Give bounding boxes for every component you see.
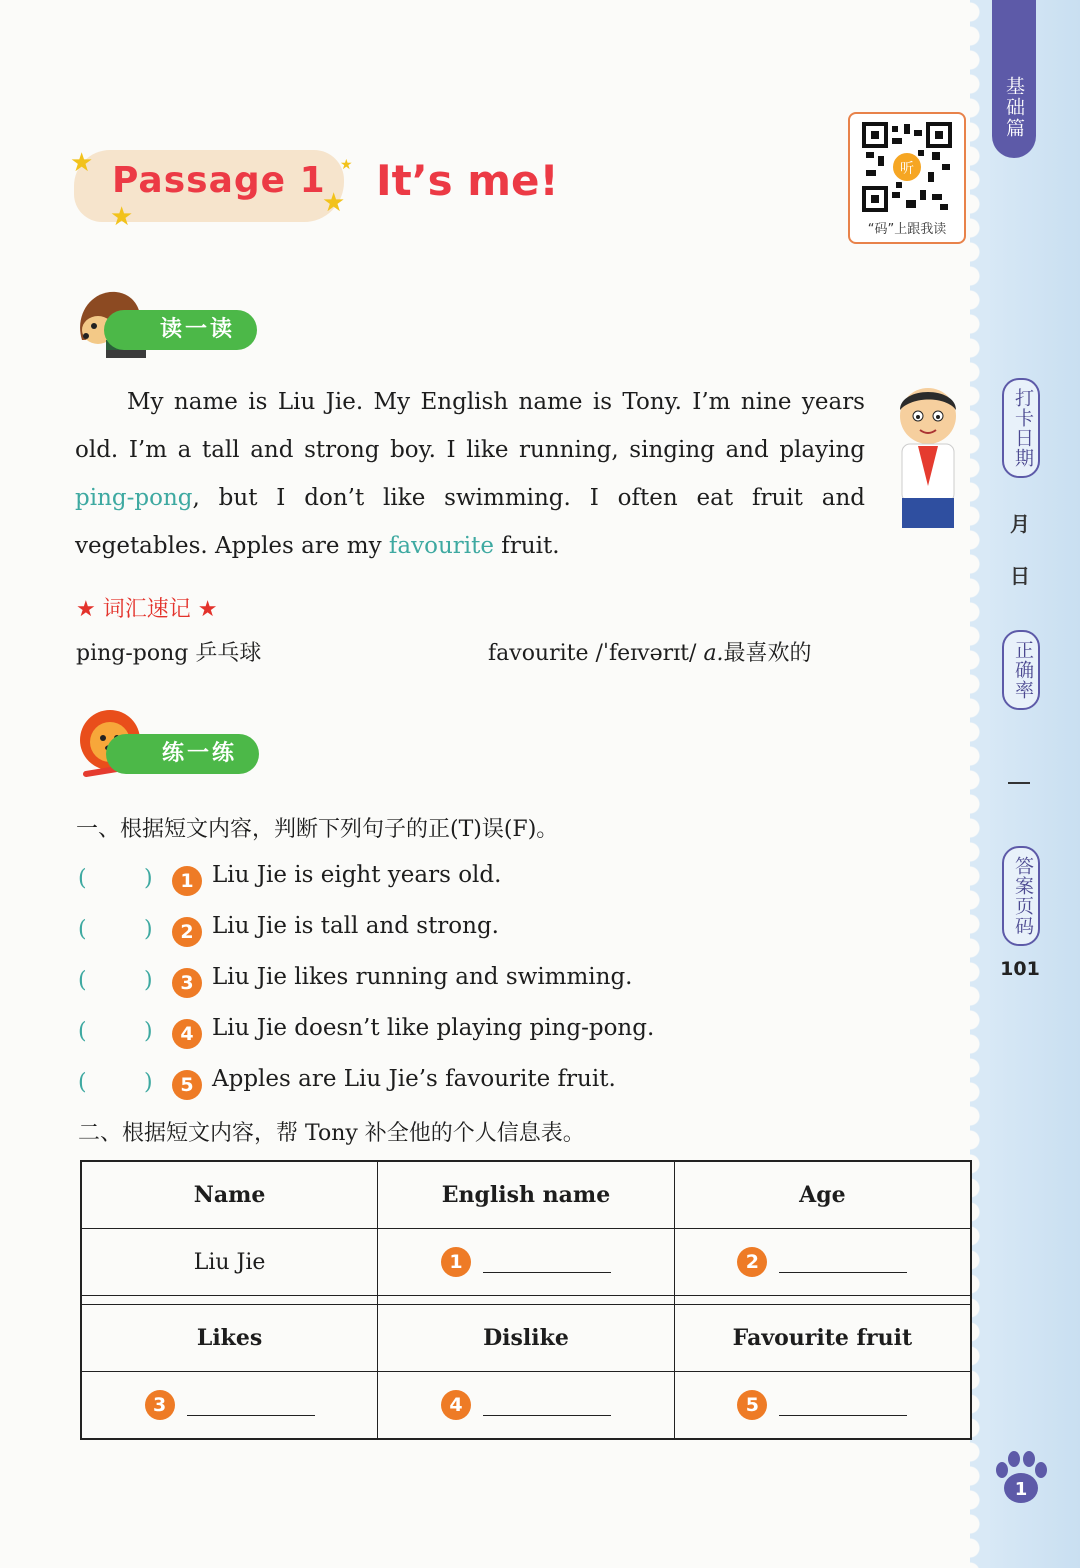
- likes-blank[interactable]: [81, 1372, 378, 1440]
- vocab-item-ping-pong: ping-pong 乒乓球: [76, 641, 262, 666]
- accuracy-line: [1008, 782, 1030, 784]
- answer-blank[interactable]: (: [78, 1070, 87, 1095]
- answer-page-label: 答案页码: [1002, 846, 1040, 946]
- table-header: Likes: [81, 1305, 378, 1372]
- vocab-highlight: favourite: [388, 533, 494, 559]
- question-2-title: 二、根据短文内容，帮 Tony 补全他的个人信息表。: [78, 1121, 585, 1146]
- qr-listen-badge: 听: [900, 161, 914, 177]
- qr-code-panel[interactable]: [848, 112, 966, 244]
- item-number-badge: 3: [172, 968, 202, 998]
- answer-blank[interactable]: (: [78, 866, 87, 891]
- passage-label: Passage 1: [112, 160, 326, 201]
- answer-blank[interactable]: (: [78, 1019, 87, 1044]
- table-header: English name: [378, 1161, 675, 1229]
- boy-illustration: [888, 382, 968, 542]
- answer-blank[interactable]: (: [78, 917, 87, 942]
- item-number-badge: 1: [441, 1247, 471, 1277]
- vocab-item-favourite: favourite /ˈfeɪvərɪt/ a.最喜欢的: [488, 641, 812, 666]
- sidebar: [980, 0, 1080, 1568]
- dislike-blank[interactable]: [378, 1372, 675, 1440]
- page-title: It’s me!: [376, 156, 559, 205]
- name-cell: Liu Jie: [81, 1229, 378, 1296]
- item-number-badge: 5: [172, 1070, 202, 1100]
- paw-icon: [992, 1450, 1050, 1508]
- star-icon: ★: [110, 202, 134, 232]
- table-header: Dislike: [378, 1305, 675, 1372]
- statement-text: Liu Jie is eight years old.: [212, 862, 502, 888]
- item-number-badge: 2: [172, 917, 202, 947]
- accuracy-label: 正确率: [1002, 630, 1040, 710]
- star-icon: ★: [70, 148, 94, 178]
- reading-passage: My name is Liu Jie. My English name is Tony. I’m nine years old. I’m a tall and strong boy. I like running, singing and playing ping-pong, but I don’t like swimming. I often eat fruit and vegetables. Apples are my favourite fruit.: [75, 389, 865, 559]
- item-number-badge: 3: [145, 1390, 175, 1420]
- read-section-badge: 读一读: [104, 310, 257, 350]
- page-number: 1: [1014, 1479, 1028, 1500]
- statement-text: Liu Jie is tall and strong.: [212, 913, 499, 939]
- checkin-date-label: 打卡日期: [1002, 378, 1040, 478]
- practice-section-badge: 练一练: [106, 734, 259, 774]
- workbook-page: 基础篇 打卡日期 月 日 正确率 答案页码 101 1 ★ ★ ★ ★ Passage 1 It’s me! 听 “码”上跟我读 读一读 My name is Liu Jie. My English name is Tony. I’m nine years old. I’m a tall and strong boy. I like running, singing and playing ping-pong, but I don’t like swimming. I often eat fruit and vegetables. Apples are my favourite fruit. ★ 词汇速记 ★ ping-pong 乒乓球 favourite /ˈfeɪvərɪt/ a.最喜欢的 练一练 一、根据短文内容，判断下列句子的正(T)误(F)。 ( ) 1 Liu Jie is eight years old. ( ) 2 Liu Jie is tall and strong. ( ) 3 Liu Jie likes running and swimming. ( ) 4 Liu Jie doesn’t like playing ping-pong. ( ) 5 Apples are Liu Jie’s favourite fruit. 二、根据短文内容，帮 Tony 补全他的个人信息表。 Name English name Age Liu Jie 1 2 Likes Dislike Favourite fruit 3 4 5: [0, 0, 1080, 1568]
- day-label: 日: [1010, 564, 1030, 588]
- personal-info-table: [80, 1160, 972, 1440]
- table-header: Name: [81, 1161, 378, 1229]
- qr-caption: “码”上跟我读: [867, 222, 947, 237]
- question-1-title: 一、根据短文内容，判断下列句子的正(T)误(F)。: [76, 817, 559, 842]
- item-number-badge: 5: [737, 1390, 767, 1420]
- item-number-badge: 4: [441, 1390, 471, 1420]
- vocab-highlight: ping-pong: [75, 485, 193, 511]
- statement-text: Liu Jie likes running and swimming.: [212, 964, 633, 990]
- star-icon: ★: [322, 188, 346, 218]
- item-number-badge: 2: [737, 1247, 767, 1277]
- item-number-badge: 4: [172, 1019, 202, 1049]
- month-label: 月: [1010, 512, 1030, 536]
- table-header: Age: [674, 1161, 971, 1229]
- statement-text: Liu Jie doesn’t like playing ping-pong.: [212, 1015, 655, 1041]
- favourite-fruit-blank[interactable]: [674, 1372, 971, 1440]
- english-name-blank[interactable]: [378, 1229, 675, 1296]
- qr-code-icon: [862, 122, 952, 212]
- table-header: Favourite fruit: [674, 1305, 971, 1372]
- statement-text: Apples are Liu Jie’s favourite fruit.: [212, 1066, 616, 1092]
- age-blank[interactable]: [674, 1229, 971, 1296]
- vocab-title: ★ 词汇速记 ★: [76, 597, 218, 622]
- answer-page-number: 101: [1000, 958, 1040, 980]
- answer-blank[interactable]: (: [78, 968, 87, 993]
- item-number-badge: 1: [172, 866, 202, 896]
- star-icon: ★: [340, 157, 353, 173]
- tab-basic: 基础篇: [992, 0, 1036, 158]
